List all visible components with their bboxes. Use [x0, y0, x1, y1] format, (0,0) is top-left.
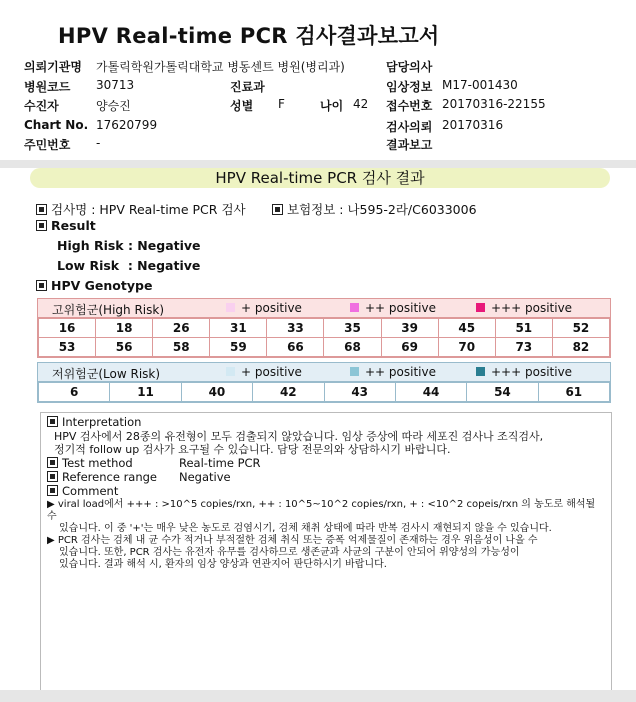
table-row	[39, 338, 610, 357]
label-age: 나이	[320, 99, 344, 113]
test-method-value: Real-time PCR	[179, 456, 261, 470]
genotype-cell: 61	[538, 383, 609, 402]
low-risk-result: Low Risk : Negative	[57, 258, 201, 273]
genotype-cell: 42	[253, 383, 324, 402]
genotype-cell: 33	[267, 319, 324, 338]
label-hospital-code: 병원코드	[24, 80, 71, 94]
genotype-cell: 26	[153, 319, 210, 338]
legend-label: + positive	[241, 301, 302, 315]
label-resident-number: 주민번호	[24, 138, 71, 152]
genotype-cell: 58	[153, 338, 210, 357]
label-requesting-institution: 의뢰기관명	[24, 60, 82, 74]
result-heading-text: Result	[51, 218, 96, 233]
genotype-cell: 52	[552, 319, 609, 338]
comment-label: Comment	[62, 484, 119, 498]
legend-label: ++ positive	[365, 301, 436, 315]
swatch-icon	[476, 303, 485, 312]
value-test-request: 20170316	[442, 118, 504, 132]
bullet-icon: ▶	[47, 499, 58, 510]
genotype-cell: 16	[39, 319, 96, 338]
comment-bullet-2	[47, 535, 607, 571]
label-sex: 성별	[230, 99, 254, 113]
genotype-cell: 54	[467, 383, 538, 402]
interpretation-heading-text: Interpretation	[62, 415, 142, 429]
high-risk-table	[37, 298, 611, 358]
checkbox-icon	[36, 204, 47, 215]
value-patient: 양승진	[96, 99, 131, 113]
section-divider	[0, 160, 636, 168]
checkbox-icon	[47, 485, 58, 496]
test-name-line	[36, 200, 246, 218]
result-banner: HPV Real-time PCR 검사 결과	[30, 168, 610, 188]
comment-line: PCR 검사는 검체 내 균 수가 적거나 부적절한 검체 취식 또는 증폭 억제물질이 존재하는 경우 위음성이 나올 수	[57, 535, 538, 546]
genotype-cell: 73	[495, 338, 552, 357]
swatch-icon	[226, 303, 235, 312]
reference-range-value: Negative	[179, 470, 231, 484]
comment-line: 있습니다. 결과 해석 시, 환자의 임상 양상과 연관지어 판단하시기 바랍니다.	[59, 559, 387, 570]
swatch-icon	[476, 367, 485, 376]
high-risk-title: 고위험군(High Risk)	[52, 303, 164, 317]
insurance-text: 보험정보 : 나595-2라/C6033006	[287, 202, 477, 217]
high-risk-grid	[38, 318, 610, 357]
value-clinical-info: M17-001430	[442, 78, 518, 92]
comment-line: 있습니다. 또한, PCR 검사는 유전자 유무를 검사하므로 생존균과 사균의 구분이 안되어 위양성의 가능성이	[59, 547, 520, 558]
genotype-cell: 66	[267, 338, 324, 357]
test-method-label: Test method	[62, 456, 133, 470]
comment-text	[47, 499, 607, 571]
low-risk-title: 저위험군(Low Risk)	[52, 367, 161, 381]
genotype-cell: 18	[96, 319, 153, 338]
low-risk-grid	[38, 382, 610, 402]
reference-range-label: Reference range	[62, 470, 158, 484]
genotype-cell: 40	[181, 383, 252, 402]
test-name-text: 검사명 : HPV Real-time PCR 검사	[51, 202, 246, 217]
value-chart-no: 17620799	[96, 118, 158, 132]
label-clinical-info: 임상정보	[386, 80, 433, 94]
report-title: HPV Real-time PCR 검사결과보고서	[58, 24, 440, 48]
table-row	[39, 383, 610, 402]
value-requesting-institution: 가톨릭학원가톨릭대학교 병동센트 병원(병리과)	[96, 60, 345, 74]
label-department: 진료과	[230, 80, 265, 94]
genotype-heading	[36, 278, 152, 293]
checkbox-icon	[36, 220, 47, 231]
genotype-cell: 68	[324, 338, 381, 357]
label-result-report: 결과보고	[386, 138, 433, 152]
genotype-cell: 69	[381, 338, 438, 357]
interpretation-box	[40, 412, 612, 692]
swatch-icon	[350, 303, 359, 312]
value-receipt-number: 20170316-22155	[442, 97, 546, 111]
legend-item	[226, 365, 302, 379]
label-chart-no: Chart No.	[24, 118, 89, 132]
swatch-icon	[226, 367, 235, 376]
genotype-cell: 35	[324, 319, 381, 338]
genotype-cell: 6	[39, 383, 110, 402]
interpretation-heading	[47, 416, 141, 429]
comment-row	[47, 485, 118, 498]
test-method-row	[47, 457, 133, 470]
checkbox-icon	[47, 471, 58, 482]
label-receipt-number: 접수번호	[386, 99, 433, 113]
interpretation-line: 정기적 follow up 검사가 요구될 수 있습니다. 담당 전문의와 상담하시기 바랍니다.	[54, 443, 451, 456]
genotype-cell: 45	[438, 319, 495, 338]
insurance-line	[272, 200, 477, 218]
table-row	[39, 319, 610, 338]
genotype-cell: 43	[324, 383, 395, 402]
genotype-heading-text: HPV Genotype	[51, 278, 153, 293]
label-patient: 수진자	[24, 99, 59, 113]
legend-label: +++ positive	[491, 301, 573, 315]
checkbox-icon	[47, 416, 58, 427]
legend-label: ++ positive	[365, 365, 436, 379]
legend-label: + positive	[241, 365, 302, 379]
checkbox-icon	[272, 204, 283, 215]
swatch-icon	[350, 367, 359, 376]
genotype-cell: 31	[210, 319, 267, 338]
value-resident-number: -	[96, 136, 101, 150]
comment-bullet-1	[47, 499, 607, 535]
high-risk-legend	[38, 299, 610, 318]
genotype-cell: 11	[110, 383, 181, 402]
comment-line: 있습니다. 이 중 '+'는 매우 낮은 농도로 검염시기, 검체 채취 상태에 따라 반복 검사시 재현되지 않을 수 있습니다.	[59, 523, 552, 534]
high-risk-result: High Risk : Negative	[57, 238, 201, 253]
bullet-icon: ▶	[47, 535, 58, 546]
low-risk-table	[37, 362, 611, 403]
genotype-cell: 39	[381, 319, 438, 338]
value-sex: F	[278, 97, 285, 111]
genotype-cell: 82	[552, 338, 609, 357]
checkbox-icon	[36, 280, 47, 291]
reference-range-row	[47, 471, 157, 484]
result-heading	[36, 218, 96, 233]
legend-item	[226, 301, 302, 315]
genotype-cell: 59	[210, 338, 267, 357]
genotype-cell: 53	[39, 338, 96, 357]
genotype-cell: 44	[395, 383, 466, 402]
checkbox-icon	[47, 457, 58, 468]
legend-item	[476, 365, 572, 379]
legend-item	[476, 301, 572, 315]
label-attending-doctor: 담당의사	[386, 60, 433, 74]
legend-label: +++ positive	[491, 365, 573, 379]
genotype-cell: 51	[495, 319, 552, 338]
comment-line: viral load에서 +++ : >10^5 copies/rxn, ++ : 10^5~10^2 copies/rxn, + : <10^2 copeis/rxn 의 농도로 해석될 수	[47, 499, 596, 522]
value-hospital-code: 30713	[96, 78, 135, 92]
low-risk-legend	[38, 363, 610, 382]
interpretation-line: HPV 검사에서 28종의 유전형이 모두 검출되지 않았습니다. 임상 증상에 따라 세포진 검사나 조직검사,	[54, 430, 544, 443]
label-test-request: 검사의뢰	[386, 120, 433, 134]
genotype-cell: 56	[96, 338, 153, 357]
interpretation-text	[54, 430, 606, 456]
genotype-cell: 70	[438, 338, 495, 357]
bottom-bar	[0, 690, 636, 702]
value-age: 42	[353, 97, 369, 111]
legend-item	[350, 365, 436, 379]
legend-item	[350, 301, 436, 315]
